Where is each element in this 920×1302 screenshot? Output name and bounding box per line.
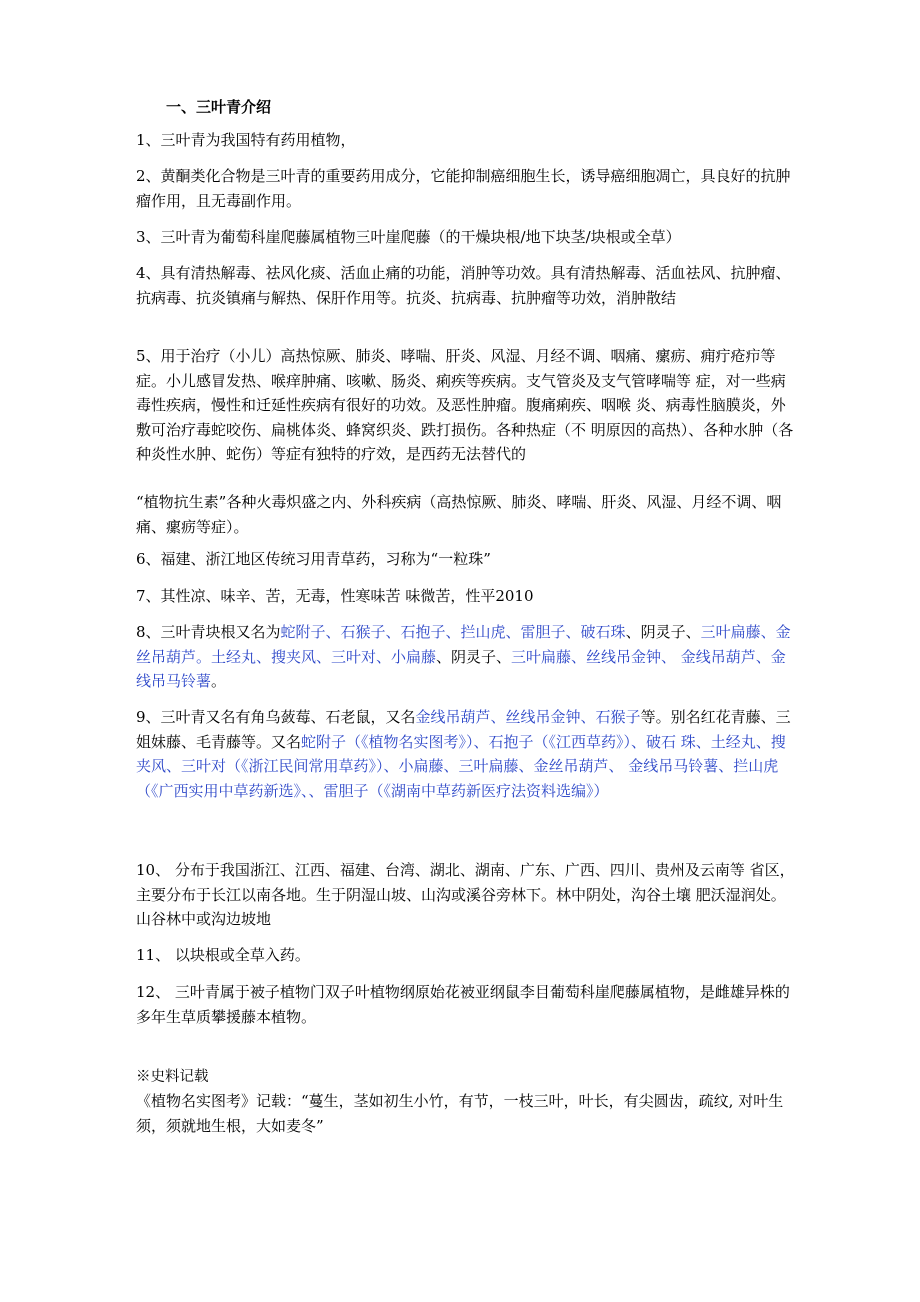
item-11: 11、 以块根或全草入药。 bbox=[136, 946, 310, 964]
item-8-alias-link-2[interactable]: 三叶扁藤、金丝吊葫芦。土经丸、搜夹风、三叶对、小扁藤 bbox=[136, 623, 791, 666]
item-9-alias-link-1[interactable]: 金线吊葫芦、丝线吊金钟、石猴子 bbox=[415, 708, 641, 726]
item-10: 10、 分布于我国浙江、江西、福建、台湾、湖北、湖南、广东、广西、四川、贵州及云南等 省区，主要分布于长江以南各地。生于阴湿山坡、山沟或溪谷旁林下。林中阴处，沟谷土壤 肥沃湿润处。山谷林中或沟边坡地 bbox=[136, 861, 795, 928]
item-2: 2、黄酮类化合物是三叶青的重要药用成分，它能抑制癌细胞生长，诱导癌细胞凋亡，具良好的抗肿瘤作用，且无毒副作用。 bbox=[136, 167, 791, 210]
item-9-text: 等。别名红花青藤、三姐妹藤、毛青藤等。又名 bbox=[136, 708, 791, 751]
item-9 bbox=[136, 705, 800, 803]
history-text: 《植物名实图考》记载：“蔓生，茎如初生小竹，有节，一枝三叶，叶长，有尖圆齿，疏纹, 对叶生须，须就地生根，大如麦冬” bbox=[136, 1092, 784, 1135]
item-5: 5、用于治疗（小儿）高热惊厥、肺炎、哮喘、肝炎、风湿、月经不调、咽痛、瘰疬、痈疔疮疖等症。小儿感冒发热、喉痒肿痛、咳嗽、肠炎、痢疾等疾病。支气管炎及支气管哮喘等 症，对一些病毒性疾病，慢性和迁延性疾病有很好的功效。及恶性肿瘤。腹痛痢疾、咽喉 炎、病毒性脑膜炎，外敷可治疗毒蛇咬伤、扁桃体炎、蜂窝织炎、跌打损伤。各种热症（不 明原因的高热）、各种水肿（各种炎性水肿、蛇伤）等症有独特的疗效，是西药无法替代的 bbox=[136, 347, 794, 463]
item-8-end: 。 bbox=[211, 672, 227, 690]
item-9-alias-link-2[interactable]: 蛇附子（《植物名实图考》）、石抱子（《江西草药》）、破石 珠、土经丸、搜夹风、三叶对（《浙江民间常用草药》）、小扁藤、三叶扁藤、金丝吊葫芦、 金线吊马铃薯、拦山虎（《广西实用中草药新选》、、雷胆子（《湖南中草药新医疗法资料选编》） bbox=[136, 732, 786, 800]
item-8-text-2: 、阴灵子、 bbox=[436, 647, 512, 666]
item-7: 7、其性凉、味辛、苦，无毒，性寒味苦 味微苦，性平2010 bbox=[136, 587, 534, 605]
history-title: ※史料记载 bbox=[136, 1069, 209, 1085]
item-8 bbox=[136, 620, 800, 694]
item-4: 4、具有清热解毒、祛风化痰、活血止痛的功能，消肿等功效。具有清热解毒、活血祛风、抗肿瘤、抗病毒、抗炎镇痛与解热、保肝作用等。抗炎、抗病毒、抗肿瘤等功效，消肿散结 bbox=[136, 264, 791, 307]
item-9-prefix: 9、三叶青又名有角乌蔹莓、石老鼠，又名 bbox=[136, 708, 416, 726]
item-3: 3、三叶青为葡萄科崖爬藤属植物三叶崖爬藤（的干燥块根/地下块茎/块根或全草） bbox=[136, 228, 681, 246]
item-8-prefix: 8、三叶青块根又名为 bbox=[136, 623, 281, 641]
item-8-alias-link-3[interactable]: 三叶扁藤、丝线吊金钟、 金线吊葫芦、金线吊马铃薯 bbox=[136, 647, 786, 690]
section-heading: 一、三叶青介绍 bbox=[166, 98, 272, 116]
item-12: 12、 三叶青属于被子植物门双子叶植物纲原始花被亚纲鼠李目葡萄科崖爬藤属植物，是雌雄异株的多年生草质攀援藤本植物。 bbox=[136, 983, 790, 1026]
item-8-text: 、阴灵子、 bbox=[625, 623, 701, 641]
item-8-alias-link-1[interactable]: 蛇附子、石猴子、石抱子、拦山虎、雷胆子、破石珠 bbox=[280, 623, 626, 641]
item-6: 6、福建、浙江地区传统习用青草药，习称为“一粒珠” bbox=[136, 550, 491, 568]
item-1: 1、三叶青为我国特有药用植物， bbox=[136, 131, 356, 149]
item-5-continued: “植物抗生素”各种火毒炽盛之内、外科疾病（高热惊厥、肺炎、哮喘、肝炎、风湿、月经不调、咽痛、瘰疬等症）。 bbox=[136, 493, 782, 536]
